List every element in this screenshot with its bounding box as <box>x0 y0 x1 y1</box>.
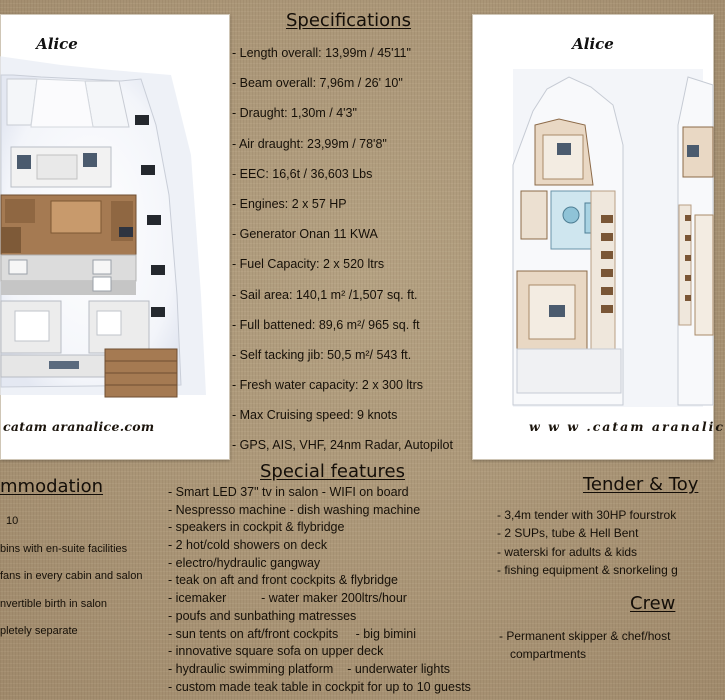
feature-item: - teak on aft and front cockpits & flybridge <box>168 573 398 588</box>
crew-description <box>499 627 700 663</box>
feature-item: - innovative square sofa on upper deck <box>168 644 384 659</box>
feature-item: - Smart LED 37" tv in salon - WIFI on board <box>168 485 409 499</box>
special-features-heading: Special features <box>260 461 405 482</box>
spec-fuel: - Fuel Capacity: 2 x 520 ltrs <box>232 257 385 272</box>
crew-heading: Crew <box>630 593 676 614</box>
upper-deck-plan-drawing <box>1 15 229 459</box>
spec-jib: - Self tacking jib: 50,5 m²/ 543 ft. <box>232 347 412 362</box>
crew-line: compartments <box>510 647 587 661</box>
tender-item: - fishing equipment & snorkeling g <box>497 562 678 577</box>
deck-plan-lower-panel <box>472 14 725 460</box>
feature-item: - speakers in cockpit & flybridge <box>168 520 345 535</box>
right-plan-title: Alice <box>572 35 614 53</box>
spec-draught: - Draught: 1,30m / 4'3" <box>232 106 357 121</box>
spec-air-draught: - Air draught: 23,99m / 78'8" <box>232 136 387 151</box>
left-plan-title: Alice <box>36 35 78 53</box>
tender-item: - waterski for adults & kids <box>497 544 638 559</box>
accommodation-heading: mmodation <box>0 476 104 497</box>
accommodation-item: pletely separate <box>0 625 78 637</box>
accommodation-item: 10 <box>6 515 19 527</box>
crew-line: - Permanent skipper & chef/host <box>499 629 671 643</box>
tender-item: - 2 SUPs, tube & Hell Bent <box>497 526 639 541</box>
accommodation-item: nvertible birth in salon <box>0 597 108 610</box>
feature-item: - poufs and sunbathing matresses <box>168 608 357 623</box>
accommodation-item: bins with en-suite facilities <box>0 542 128 555</box>
special-features-list <box>168 484 508 696</box>
left-plan-website-url[interactable]: catam aranalice.com <box>3 419 155 434</box>
feature-item: - sun tents on aft/front cockpits - big bimini <box>168 626 417 641</box>
tender-toys-heading: Tender & Toy <box>583 474 699 495</box>
feature-item: - hydraulic swimming platform - underwater lights <box>168 661 451 676</box>
accommodation-list <box>0 508 168 646</box>
accommodation-item: fans in every cabin and salon <box>0 570 143 582</box>
feature-item: - electro/hydraulic gangway <box>168 555 321 570</box>
spec-cruising-speed: - Max Cruising speed: 9 knots <box>232 408 398 423</box>
spec-electronics: - GPS, AIS, VHF, 24nm Radar, Autopilot <box>232 438 453 453</box>
specifications-heading: Specifications <box>286 10 411 31</box>
spec-generator: - Generator Onan 11 KWA <box>232 227 378 242</box>
right-plan-website-url[interactable]: w w w .catam aranalic <box>529 419 725 434</box>
feature-item: - custom made teak table in cockpit for up to 10 guests <box>168 679 471 694</box>
spec-eec: - EEC: 16,6t / 36,603 Lbs <box>232 166 373 181</box>
tender-toys-list <box>497 506 700 579</box>
lower-deck-plan-drawing <box>473 15 713 459</box>
spec-sail-area: - Sail area: 140,1 m² /1,507 sq. ft. <box>232 287 418 302</box>
tender-item: - 3,4m tender with 30HP fourstrok <box>497 508 677 522</box>
spec-length: - Length overall: 13,99m / 45'11" <box>232 46 411 60</box>
spec-beam: - Beam overall: 7,96m / 26' 10" <box>232 76 403 91</box>
deck-plan-upper-panel <box>0 14 230 460</box>
feature-item: - icemaker - water maker 200ltrs/hour <box>168 591 407 606</box>
feature-item: - Nespresso machine - dish washing machine <box>168 502 421 517</box>
spec-fresh-water: - Fresh water capacity: 2 x 300 ltrs <box>232 378 424 393</box>
specifications-list <box>232 38 472 461</box>
spec-engines: - Engines: 2 x 57 HP <box>232 196 347 211</box>
feature-item: - 2 hot/cold showers on deck <box>168 538 328 553</box>
spec-full-battened: - Full battened: 89,6 m²/ 965 sq. ft <box>232 317 420 332</box>
